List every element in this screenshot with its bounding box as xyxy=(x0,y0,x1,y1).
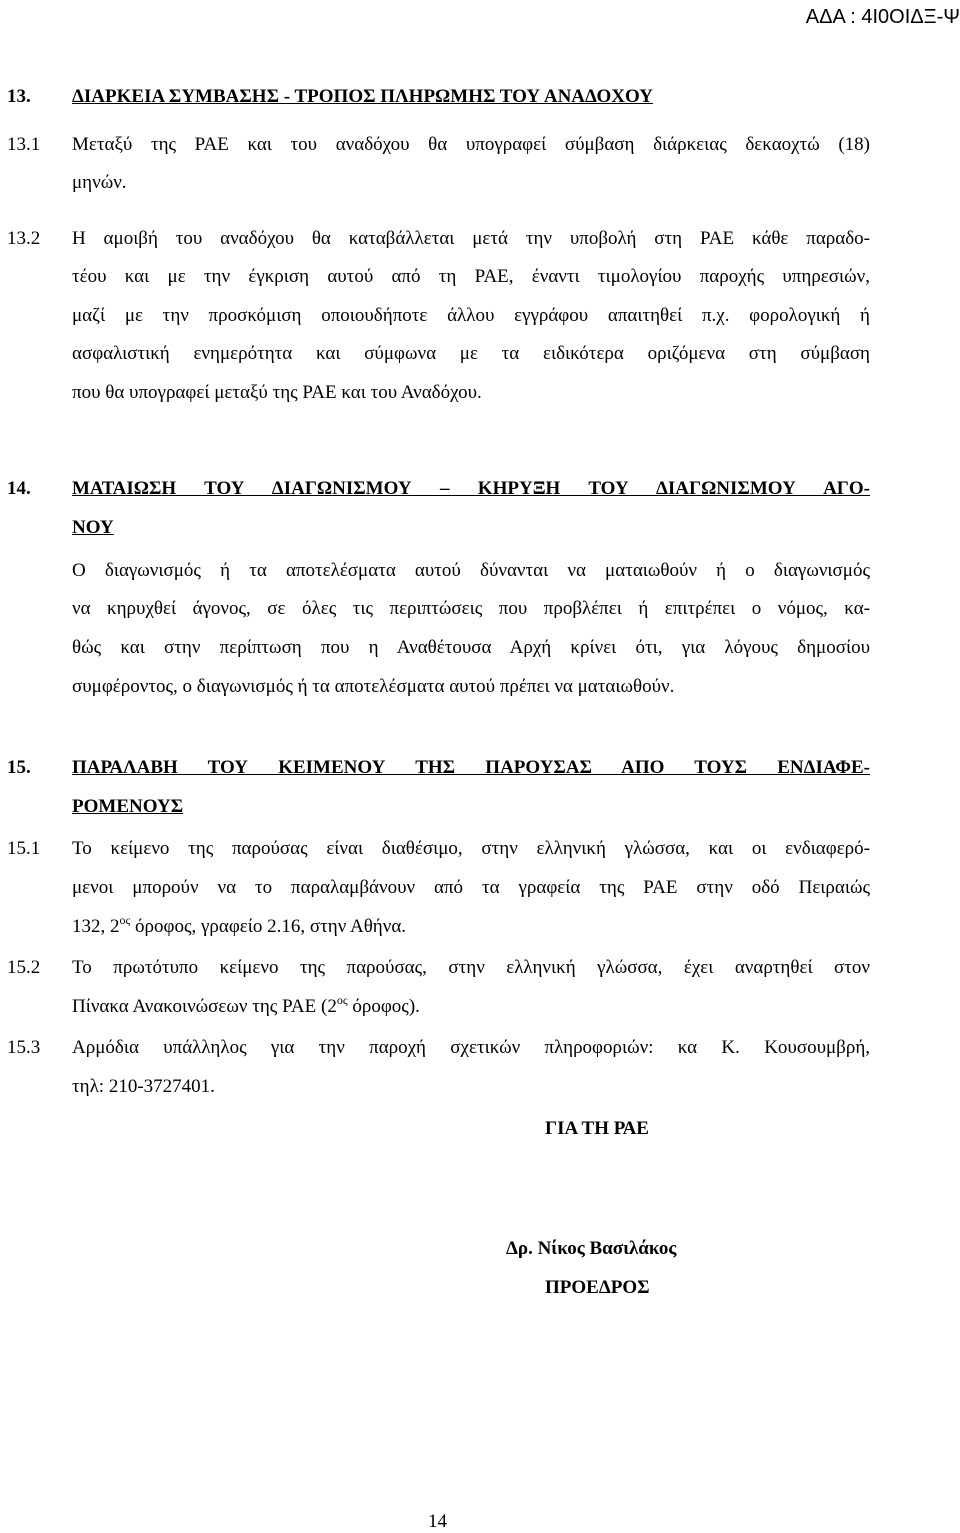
ada-code: ΑΔΑ : 4Ι0ΟΙΔΞ-Ψ xyxy=(805,6,960,28)
paragraph-number: 13.2 xyxy=(7,228,41,249)
section-number: 15. xyxy=(7,757,31,778)
paragraph-line: ασφαλιστική ενημερότητα και σύμφωνα με τα ειδικότερα οριζόμενα στη σύμβαση xyxy=(72,343,870,364)
paragraph-line: θώς και στην περίπτωση που η Αναθέτουσα Αρχή κρίνει ότι, για λόγους δημοσίου xyxy=(72,637,870,658)
section-title: ΔΙΑΡΚΕΙΑ ΣΥΜΒΑΣΗΣ - ΤΡΟΠΟΣ ΠΛΗΡΩΜΗΣ ΤΟΥ ΑΝΑΔΟΧΟΥ xyxy=(72,86,653,107)
paragraph-line: Η αμοιβή του αναδόχου θα καταβάλλεται μετά την υποβολή στη ΡΑΕ κάθε παραδο- xyxy=(72,228,870,249)
paragraph-line: μηνών. xyxy=(72,172,127,193)
paragraph-line: 132, $2^{o\varsigma}$ όροφος, γραφείο 2.16, στην Αθήνα. xyxy=(72,913,407,937)
paragraph-number: 15.3 xyxy=(7,1037,41,1058)
signature-role: ΠΡΟΕΔΡΟΣ xyxy=(545,1277,650,1298)
page-number: 14 xyxy=(428,1511,447,1532)
paragraph-number: 15.1 xyxy=(7,838,41,859)
paragraph-number: 13.1 xyxy=(7,134,41,155)
superscript: ος xyxy=(336,993,348,1007)
paragraph-line: να κηρυχθεί άγονος, σε όλες τις περιπτώσεις που προβλέπει ή επιτρέπει ο νόμος, κα- xyxy=(72,598,870,619)
section-title: ΜΑΤΑΙΩΣΗ ΤΟΥ ΔΙΑΓΩΝΙΣΜΟΥ – ΚΗΡΥΞΗ ΤΟΥ ΔΙΑΓΩΝΙΣΜΟΥ ΑΓΟ- xyxy=(72,478,870,499)
paragraph-line: που θα υπογραφεί μεταξύ της ΡΑΕ και του Αναδόχου. xyxy=(72,382,482,403)
section-number: 14. xyxy=(7,478,31,499)
paragraph-line: Μεταξύ της ΡΑΕ και του αναδόχου θα υπογραφεί σύμβαση διάρκειας δεκαοχτώ (18) xyxy=(72,134,870,155)
signature-org: ΓΙΑ ΤΗ ΡΑΕ xyxy=(545,1118,649,1139)
paragraph-line: Αρμόδια υπάλληλος για την παροχή σχετικών πληροφοριών: κα Κ. Κουσουμβρή, xyxy=(72,1037,870,1058)
paragraph-line: Το κείμενο της παρούσας είναι διαθέσιμο, στην ελληνική γλώσσα, και οι ενδιαφερό- xyxy=(72,838,870,859)
paragraph-line: τέου και με την έγκριση αυτού από τη ΡΑΕ, έναντι τιμολογίου παροχής υπηρεσιών, xyxy=(72,266,870,287)
section-number: 13. xyxy=(7,86,31,107)
paragraph-line: μαζί με την προσκόμιση οποιουδήποτε άλλου εγγράφου απαιτηθεί π.χ. φορολογική ή xyxy=(72,305,870,326)
paragraph-number: 15.2 xyxy=(7,957,41,978)
signature-name: Δρ. Νίκος Βασιλάκος xyxy=(506,1238,677,1259)
paragraph-line: Το πρωτότυπο κείμενο της παρούσας, στην ελληνική γλώσσα, έχει αναρτηθεί στον xyxy=(72,957,870,978)
section-title: ΠΑΡΑΛΑΒΗ ΤΟΥ ΚΕΙΜΕΝΟΥ ΤΗΣ ΠΑΡΟΥΣΑΣ ΑΠΟ ΤΟΥΣ ΕΝΔΙΑΦΕ- xyxy=(72,757,870,778)
section-title: ΝΟΥ xyxy=(72,517,114,538)
paragraph-line: μενοι μπορούν να το παραλαμβάνουν από τα γραφεία της ΡΑΕ στην οδό Πειραιώς xyxy=(72,877,870,898)
paragraph-line: Ο διαγωνισμός ή τα αποτελέσματα αυτού δύνανται να ματαιωθούν ή ο διαγωνισμός xyxy=(72,560,870,581)
paragraph-line: τηλ: 210-3727401. xyxy=(72,1076,215,1097)
superscript: ος xyxy=(119,913,131,927)
paragraph-line: Πίνακα Ανακοινώσεων της ΡΑΕ ($2^{o\varsigma}$ όροφος). xyxy=(72,993,420,1017)
section-title: ΡΟΜΕΝΟΥΣ xyxy=(72,796,184,817)
paragraph-line: συμφέροντος, ο διαγωνισμός ή τα αποτελέσματα αυτού πρέπει να ματαιωθούν. xyxy=(72,676,675,697)
